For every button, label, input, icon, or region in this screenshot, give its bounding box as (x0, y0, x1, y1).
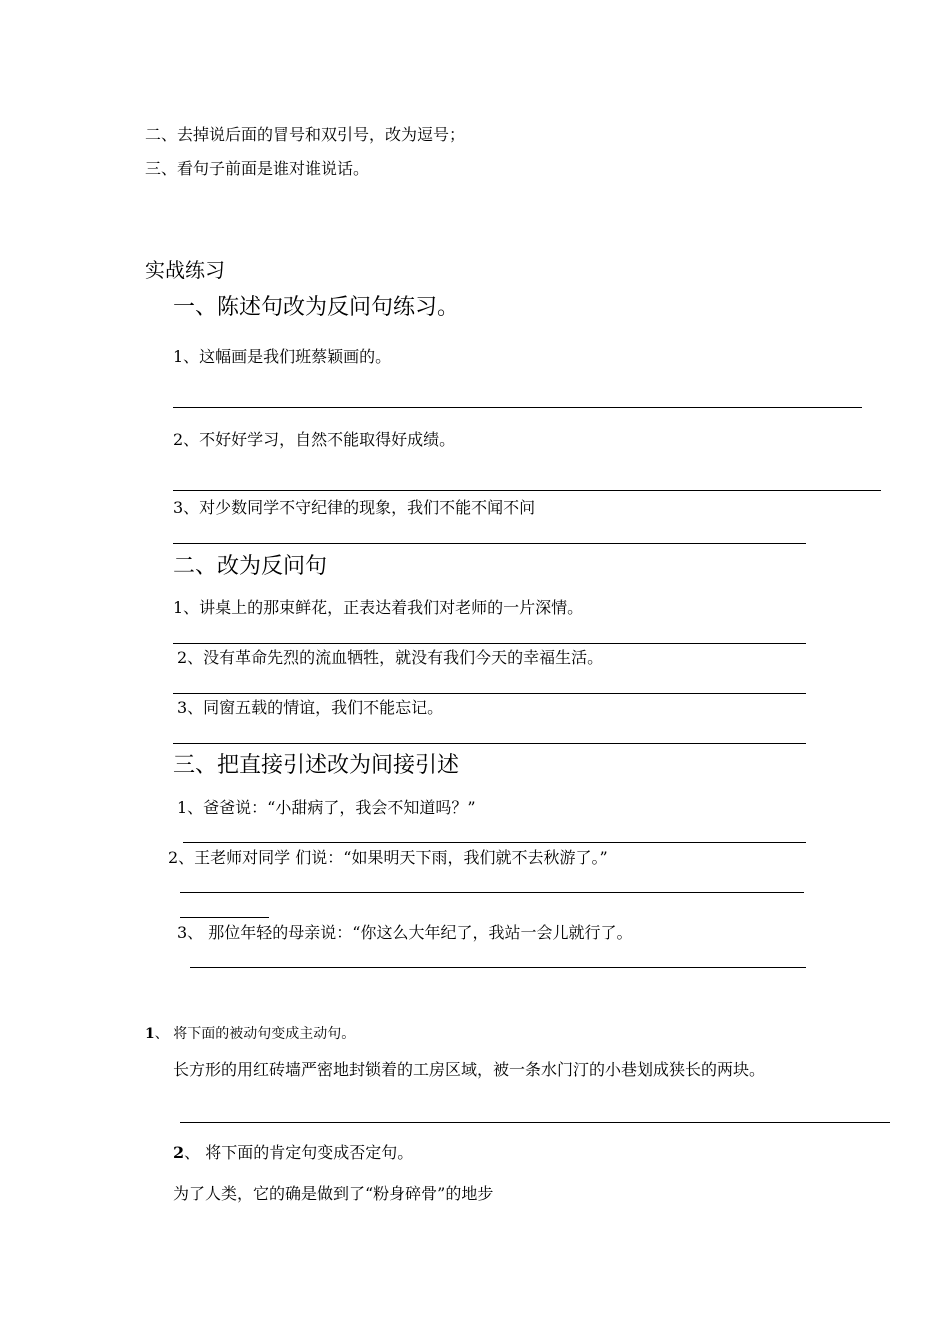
answer-line[interactable] (183, 842, 806, 843)
section-3-question-1: 1、爸爸说：“小甜病了，我会不知道吗？” (177, 798, 476, 817)
section-3-question-3: 3、 那位年轻的母亲说：“你这么大年纪了，我站一会儿就行了。 (177, 923, 633, 942)
task-1-instruction: 、 将下面的被动句变成主动句。 (154, 1026, 356, 1042)
section-2-question-3: 3、同窗五载的情谊，我们不能忘记。 (177, 698, 444, 717)
answer-line[interactable] (173, 693, 806, 694)
answer-line-short[interactable] (180, 917, 269, 918)
section-1-question-1: 1、这幅画是我们班蔡颖画的。 (173, 347, 392, 366)
answer-line[interactable] (180, 892, 804, 893)
section-2-question-2: 2、没有革命先烈的流血牺牲，就没有我们今天的幸福生活。 (177, 648, 604, 667)
answer-line[interactable] (173, 643, 806, 644)
section-1-question-2: 2、不好好学习，自然不能取得好成绩。 (173, 430, 456, 449)
task-2-instruction: 、 将下面的肯定句变成否定句。 (184, 1143, 414, 1162)
section-3-heading: 三、把直接引述改为间接引述 (173, 753, 460, 778)
answer-line[interactable] (180, 1122, 890, 1123)
section-1-question-3: 3、对少数同学不守纪律的现象，我们不能不闻不问 (173, 498, 536, 517)
section-2-heading: 二、改为反问句 (173, 554, 328, 579)
task-1-number: 1 (145, 1026, 155, 1042)
rule-2-text: 二、去掉说后面的冒号和双引号，改为逗号； (145, 125, 466, 144)
task-2-sentence: 为了人类，它的确是做到了“粉身碎骨”的地步 (173, 1184, 494, 1203)
rule-3-text: 三、看句子前面是谁对谁说话。 (145, 159, 370, 178)
answer-line[interactable] (173, 743, 806, 744)
task-1-sentence: 长方形的用红砖墙严密地封锁着的工房区域，被一条水门汀的小巷划成狭长的两块。 (173, 1060, 766, 1079)
section-2-question-1: 1、讲桌上的那束鲜花，正表达着我们对老师的一片深情。 (173, 598, 584, 617)
task-2-number: 2 (173, 1143, 185, 1162)
section-1-heading: 一、陈述句改为反问句练习。 (173, 295, 460, 320)
answer-line[interactable] (173, 543, 806, 544)
answer-line[interactable] (190, 967, 806, 968)
task-2-title (173, 1145, 413, 1161)
section-3-question-2: 2、王老师对同学 们说：“如果明天下雨，我们就不去秋游了。” (168, 848, 608, 867)
practice-title: 实战练习 (145, 258, 225, 282)
answer-line[interactable] (173, 407, 862, 408)
answer-line[interactable] (173, 490, 881, 491)
task-1-title (145, 1027, 355, 1041)
